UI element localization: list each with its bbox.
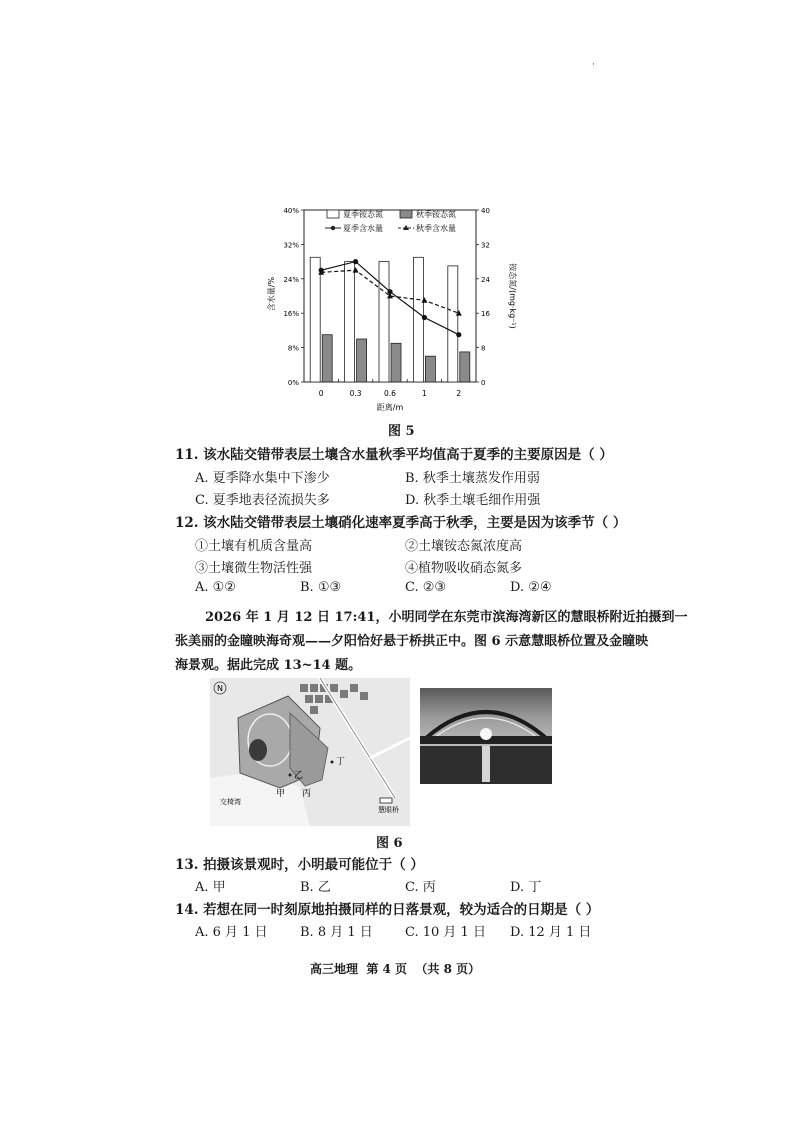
- map-point-ding: [331, 761, 334, 764]
- q14-option-c[interactable]: C. 10 月 1 日: [405, 925, 486, 940]
- q13-option-a[interactable]: A. 甲: [195, 880, 226, 895]
- legend-summer-n-swatch: [327, 210, 339, 218]
- x-tick-label: 0.6: [384, 389, 396, 398]
- bar-autumn-n: [391, 343, 401, 382]
- y-right-tick-label: 8: [481, 344, 486, 353]
- y-left-label: 含水量/%: [267, 276, 276, 312]
- passage-line-3: 海景观。据此完成 13~14 题。: [175, 658, 362, 673]
- x-tick-label: 1: [422, 389, 427, 398]
- y-right-tick-label: 40: [481, 207, 490, 215]
- bar-summer-n: [310, 257, 320, 382]
- map-label-yi: 乙: [294, 771, 304, 781]
- bar-summer-n: [379, 262, 389, 382]
- map-sea-label: 交椅湾: [220, 798, 241, 806]
- q12-option-a[interactable]: A. ①②: [195, 580, 236, 595]
- y-left-tick-label: 8%: [287, 344, 299, 353]
- bridge-legend-swatch: [380, 798, 392, 803]
- question-14-stem: 14. 若想在同一时刻原地拍摄同样的日落景观，较为适合的日期是（ ）: [175, 902, 600, 918]
- legend-autumn-w: 秋季含水量: [416, 224, 456, 233]
- x-tick-label: 2: [456, 389, 462, 398]
- q13-option-b[interactable]: B. 乙: [300, 880, 331, 895]
- figure-6-caption: 图 6: [376, 836, 403, 851]
- x-tick-label: 0: [318, 389, 324, 398]
- bar-summer-n: [448, 266, 458, 382]
- header-mark: ·: [592, 60, 595, 70]
- q11-option-c[interactable]: C. 夏季地表径流损失多: [195, 493, 330, 508]
- question-12-stem: 12. 该水陆交错带表层土壤硝化速率夏季高于秋季，主要是因为该季节（ ）: [175, 515, 627, 531]
- page-footer: 高三地理 第 4 页 （共 8 页）: [310, 962, 481, 976]
- y-left-tick-label: 32%: [283, 241, 299, 250]
- legend-autumn-n-swatch: [400, 210, 412, 218]
- y-right-tick-label: 16: [481, 310, 490, 319]
- point-summer-w: [422, 315, 427, 320]
- question-11-stem: 11. 该水陆交错带表层土壤含水量秋季平均值高于夏季的主要原因是（ ）: [175, 447, 613, 463]
- photo-sun-reflection: [482, 746, 490, 782]
- bar-summer-n: [413, 257, 423, 382]
- bar-autumn-n: [460, 352, 470, 382]
- legend-summer-w: 夏季含水量: [343, 224, 383, 233]
- figure-6-map: [210, 678, 410, 826]
- q14-option-a[interactable]: A. 6 月 1 日: [195, 925, 268, 940]
- q13-option-d[interactable]: D. 丁: [510, 880, 542, 895]
- y-left-tick-label: 24%: [283, 275, 299, 284]
- y-left-tick-label: 16%: [283, 310, 299, 319]
- passage-line-1: 2026 年 1 月 12 日 17:41，小明同学在东莞市滨海湾新区的慧眼桥附近拍摄到一: [205, 610, 688, 625]
- y-right-tick-label: 32: [481, 241, 490, 250]
- y-left-tick-label: 40%: [283, 207, 299, 215]
- y-left-tick-label: 0%: [287, 379, 299, 387]
- figure-5-chart: [260, 196, 520, 414]
- figure-6-photo: [420, 688, 552, 784]
- q11-option-a[interactable]: A. 夏季降水集中下渗少: [195, 471, 330, 486]
- bar-autumn-n: [322, 335, 332, 382]
- y-right-tick-label: 24: [481, 275, 490, 284]
- q14-option-d[interactable]: D. 12 月 1 日: [510, 925, 592, 940]
- map-lake: [249, 739, 267, 761]
- q12-statement-1: ①土壤有机质含量高: [195, 539, 313, 554]
- q12-option-d[interactable]: D. ②④: [510, 580, 552, 595]
- q12-option-b[interactable]: B. ①③: [300, 580, 342, 595]
- map-label-bing: 丙: [302, 789, 312, 799]
- q12-statement-4: ④植物吸收硝态氮多: [405, 561, 523, 576]
- legend-summer-n: 夏季铵态氮: [343, 210, 383, 219]
- map-label-jia: 甲: [276, 789, 286, 799]
- x-axis-label: 距离/m: [376, 403, 404, 412]
- bar-autumn-n: [425, 356, 435, 382]
- map-label-ding: 丁: [336, 757, 346, 767]
- legend-autumn-n: 秋季铵态氮: [416, 210, 456, 219]
- y-right-label: 铵态氮/(mg·kg⁻¹): [508, 263, 517, 329]
- q11-option-d[interactable]: D. 秋季土壤毛细作用强: [405, 493, 541, 508]
- point-summer-w: [456, 332, 461, 337]
- map-point-yi: [289, 774, 292, 777]
- figure-5-caption: 图 5: [388, 424, 415, 439]
- y-right-tick-label: 0: [481, 379, 486, 387]
- q12-statement-3: ③土壤微生物活性强: [195, 561, 313, 576]
- bar-autumn-n: [357, 339, 367, 382]
- passage-line-2: 张美丽的金瞳映海奇观——夕阳恰好悬于桥拱正中。图 6 示意慧眼桥位置及金瞳映: [175, 634, 649, 649]
- photo-sun: [480, 728, 492, 740]
- question-13-stem: 13. 拍摄该景观时，小明最可能位于（ ）: [175, 857, 424, 873]
- q13-option-c[interactable]: C. 丙: [405, 880, 436, 895]
- bridge-legend-label: 慧眼桥: [378, 806, 399, 814]
- bar-summer-n: [345, 262, 355, 382]
- legend-summer-w-marker: [331, 226, 335, 230]
- q12-statement-2: ②土壤铵态氮浓度高: [405, 539, 523, 554]
- q12-option-c[interactable]: C. ②③: [405, 580, 447, 595]
- q11-option-b[interactable]: B. 秋季土壤蒸发作用弱: [405, 471, 540, 486]
- x-tick-label: 0.3: [349, 389, 362, 398]
- point-summer-w: [353, 259, 358, 264]
- q14-option-b[interactable]: B. 8 月 1 日: [300, 925, 373, 940]
- north-label: N: [217, 684, 223, 693]
